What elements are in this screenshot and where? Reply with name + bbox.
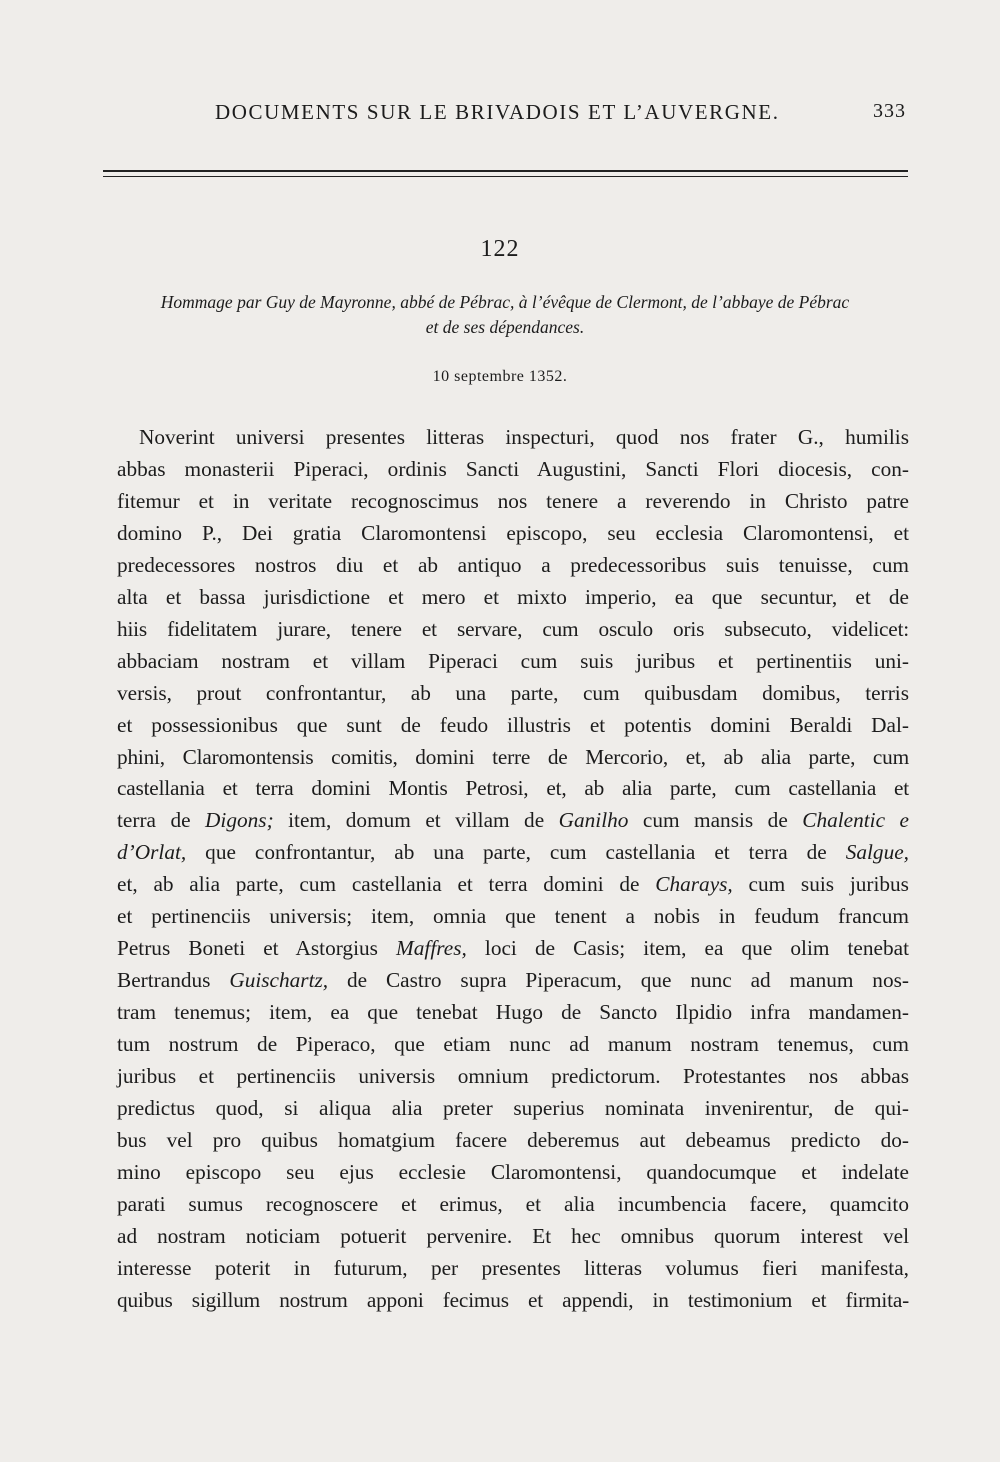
heading-line: et de ses dépendances.: [425, 317, 585, 337]
text-run: cum mansis de: [628, 808, 803, 833]
body-line: predictus quod, si aliqua alia preter superius nominata invenirentur, de qui-: [117, 1096, 909, 1121]
body-line: versis, prout confrontantur, ab una parte, cum quibusdam domibus, terris: [117, 680, 909, 705]
body-line: [117, 869, 909, 901]
body-line: interesse poterit in futurum, per presentes litteras volumus fieri manifesta,: [117, 1255, 909, 1280]
body-line: domino P., Dei gratia Claromontensi episcopo, seu ecclesia Claromontensi, et: [117, 520, 909, 545]
body-line: tram tenemus; item, ea que tenebat Hugo de Sancto Ilpidio infra mandamen-: [117, 1000, 909, 1025]
body-line: bus vel pro quibus homatgium facere deberemus aut debeamus predicto do-: [117, 1127, 909, 1152]
body-line: [117, 805, 909, 837]
text-run: cum suis juribus: [732, 872, 909, 897]
text-run: de Castro supra Piperacum, que nunc ad manum nos-: [328, 968, 909, 993]
body-line: parati sumus recognoscere et erimus, et alia incumbencia facere, quamcito: [117, 1191, 909, 1216]
text-run: Petrus Boneti et Astorgius: [117, 936, 397, 961]
text-run: Bertrandus: [117, 968, 230, 993]
document-number: 122: [480, 236, 520, 262]
text-run: que confrontantur, ab una parte, cum castellania et terra de: [186, 840, 846, 865]
body-line: phini, Claromontensis comitis, domini terre de Mercorio, et, ab alia parte, cum: [117, 744, 909, 769]
body-line: mino episcopo seu ejus ecclesie Claromontensi, quandocumque et indelate: [117, 1159, 909, 1184]
body-line: predecessores nostros diu et ab antiquo a predecessoribus suis tenuisse, cum: [117, 552, 909, 577]
body-line: abbaciam nostram et villam Piperaci cum suis juribus et pertinentiis uni-: [117, 648, 909, 673]
running-title: DOCUMENTS SUR LE BRIVADOIS ET L’AUVERGNE.: [215, 100, 780, 124]
body-line: et possessionibus que sunt de feudo illustris et potentis domini Beraldi Dal-: [117, 712, 909, 737]
italic-run: Chalentic e: [802, 808, 909, 833]
text-run: terra de: [117, 808, 206, 833]
body-line: et pertinenciis universis; item, omnia que tenent a nobis in feudum francum: [117, 904, 909, 929]
body-line: abbas monasterii Piperaci, ordinis Sancti Augustini, Sancti Flori diocesis, con-: [117, 456, 909, 481]
body-line: juribus et pertinenciis universis omnium predictorum. Protestantes nos abbas: [117, 1064, 909, 1089]
heading-line: Hommage par Guy de Mayronne, abbé de Pébrac, à l’évêque de Clermont, de l’abbaye de Pébrac: [160, 292, 850, 312]
document-heading: [110, 290, 900, 340]
body-line: Noverint universi presentes litteras inspecturi, quod nos frater G., humilis: [139, 425, 909, 449]
italic-run: Ganilho: [558, 808, 629, 833]
text-run: et, ab alia parte, cum castellania et terra domini de: [117, 872, 656, 897]
body-line: fitemur et in veritate recognoscimus nos tenere a reverendo in Christo patre: [117, 488, 909, 513]
body-text: [117, 422, 909, 1317]
document-date: 10 septembre 1352.: [432, 368, 568, 385]
italic-run: Salgue,: [845, 840, 909, 865]
body-line: [117, 965, 909, 997]
text-run: loci de Casis; item, ea que olim tenebat: [466, 936, 909, 961]
body-line: [117, 933, 909, 965]
body-line: ad nostram noticiam potuerit pervenire. Et hec omnibus quorum interest vel: [117, 1223, 909, 1248]
text-run: item, domum et villam de: [273, 808, 559, 833]
header-rule-thin: [103, 176, 908, 177]
italic-run: Digons;: [205, 808, 274, 833]
italic-run: Charays,: [655, 872, 733, 897]
page-number: 333: [873, 100, 906, 122]
body-line: [117, 837, 909, 869]
italic-run: d’Orlat,: [117, 840, 187, 865]
italic-run: Maffres,: [396, 936, 467, 961]
italic-run: Guischartz,: [229, 968, 329, 993]
body-line: castellania et terra domini Montis Petrosi, et, ab alia parte, cum castellania et: [117, 776, 909, 801]
body-line: quibus sigillum nostrum apponi fecimus et appendi, in testimonium et firmita-: [117, 1287, 909, 1312]
body-line: tum nostrum de Piperaco, que etiam nunc ad manum nostram tenemus, cum: [117, 1032, 909, 1057]
header-rule-thick: [103, 170, 908, 172]
body-line: alta et bassa jurisdictione et mero et mixto imperio, ea que secuntur, et de: [117, 584, 909, 609]
body-line: hiis fidelitatem jurare, tenere et servare, cum osculo oris subsecuto, videlicet:: [117, 616, 909, 641]
